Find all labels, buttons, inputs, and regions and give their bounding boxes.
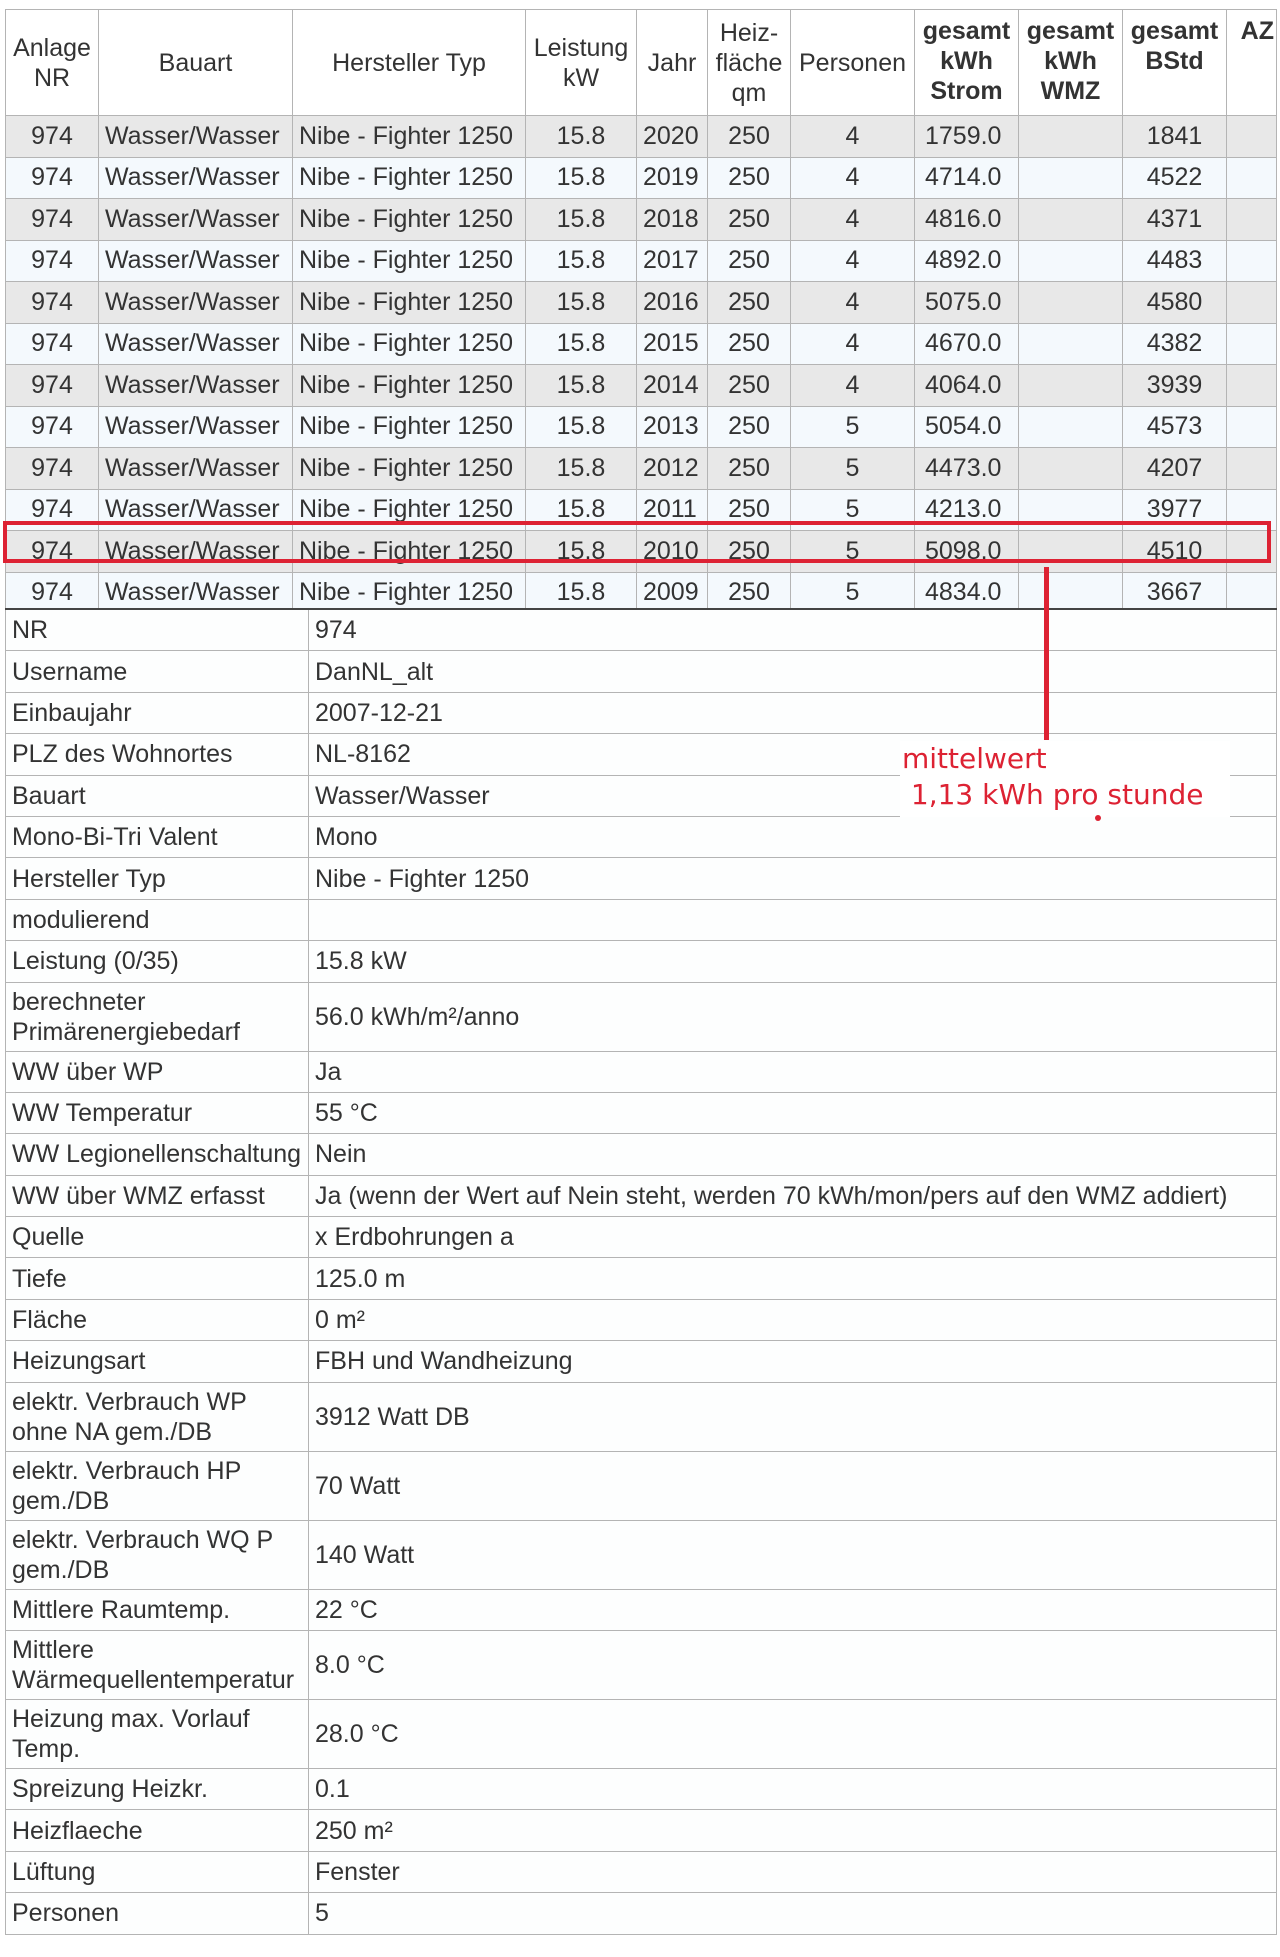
cell-bstd: 4522 bbox=[1123, 157, 1227, 199]
cell-flaeche: 250 bbox=[708, 531, 791, 573]
cell-bstd: 3977 bbox=[1123, 489, 1227, 531]
detail-label: Leistung (0/35) bbox=[6, 941, 309, 982]
cell-personen: 5 bbox=[791, 489, 915, 531]
cell-bstd: 4573 bbox=[1123, 406, 1227, 448]
detail-row bbox=[6, 1341, 1277, 1382]
cell-personen: 4 bbox=[791, 157, 915, 199]
detail-label: Einbaujahr bbox=[6, 692, 309, 733]
detail-value: Nein bbox=[309, 1134, 1277, 1175]
cell-nr: 974 bbox=[6, 448, 99, 490]
cell-wmz bbox=[1019, 406, 1123, 448]
cell-bauart: Wasser/Wasser bbox=[99, 572, 293, 614]
cell-jahr: 2020 bbox=[637, 116, 708, 158]
detail-value: Ja bbox=[309, 1051, 1277, 1092]
detail-label: elektr. Verbrauch HP gem./DB bbox=[6, 1451, 309, 1520]
cell-wmz bbox=[1019, 448, 1123, 490]
detail-label: Mono-Bi-Tri Valent bbox=[6, 816, 309, 857]
cell-typ: Nibe - Fighter 1250 bbox=[293, 157, 526, 199]
cell-nr: 974 bbox=[6, 282, 99, 324]
detail-value: 2007-12-21 bbox=[309, 692, 1277, 733]
cell-personen: 4 bbox=[791, 365, 915, 407]
detail-label: Quelle bbox=[6, 1217, 309, 1258]
cell-az bbox=[1227, 116, 1277, 158]
detail-value: 0 m² bbox=[309, 1299, 1277, 1340]
cell-flaeche: 250 bbox=[708, 282, 791, 324]
detail-value: 70 Watt bbox=[309, 1451, 1277, 1520]
column-header[interactable]: gesamt kWh WMZ bbox=[1019, 10, 1123, 116]
cell-jahr: 2018 bbox=[637, 199, 708, 241]
cell-personen: 4 bbox=[791, 199, 915, 241]
detail-value: 8.0 °C bbox=[309, 1631, 1277, 1700]
cell-jahr: 2012 bbox=[637, 448, 708, 490]
cell-az bbox=[1227, 365, 1277, 407]
detail-row bbox=[6, 899, 1277, 940]
cell-flaeche: 250 bbox=[708, 199, 791, 241]
cell-leistung: 15.8 bbox=[526, 406, 637, 448]
cell-strom: 4064.0 bbox=[915, 365, 1019, 407]
cell-bstd: 3667 bbox=[1123, 572, 1227, 614]
detail-value: Ja (wenn der Wert auf Nein steht, werden 70 kWh/mon/pers auf den WMZ addiert) bbox=[309, 1175, 1277, 1216]
cell-leistung: 15.8 bbox=[526, 531, 637, 573]
detail-row bbox=[6, 941, 1277, 982]
table-row bbox=[6, 157, 1277, 199]
detail-value: 22 °C bbox=[309, 1589, 1277, 1630]
cell-strom: 5075.0 bbox=[915, 282, 1019, 324]
cell-typ: Nibe - Fighter 1250 bbox=[293, 282, 526, 324]
cell-leistung: 15.8 bbox=[526, 240, 637, 282]
detail-label: Username bbox=[6, 651, 309, 692]
detail-value: 5 bbox=[309, 1893, 1277, 1934]
cell-bstd: 3939 bbox=[1123, 365, 1227, 407]
table-header-row bbox=[6, 10, 1277, 116]
detail-value: x Erdbohrungen a bbox=[309, 1217, 1277, 1258]
detail-row bbox=[6, 609, 1277, 651]
detail-row bbox=[6, 816, 1277, 857]
cell-wmz bbox=[1019, 282, 1123, 324]
detail-label: Personen bbox=[6, 1893, 309, 1934]
cell-leistung: 15.8 bbox=[526, 116, 637, 158]
cell-strom: 4834.0 bbox=[915, 572, 1019, 614]
cell-bauart: Wasser/Wasser bbox=[99, 365, 293, 407]
table-row bbox=[6, 323, 1277, 365]
column-header[interactable]: Personen bbox=[791, 10, 915, 116]
detail-row bbox=[6, 1051, 1277, 1092]
cell-leistung: 15.8 bbox=[526, 199, 637, 241]
cell-wmz bbox=[1019, 116, 1123, 158]
detail-row bbox=[6, 651, 1277, 692]
cell-nr: 974 bbox=[6, 199, 99, 241]
cell-wmz bbox=[1019, 157, 1123, 199]
detail-value: DanNL_alt bbox=[309, 651, 1277, 692]
cell-jahr: 2014 bbox=[637, 365, 708, 407]
cell-nr: 974 bbox=[6, 323, 99, 365]
cell-bstd: 4483 bbox=[1123, 240, 1227, 282]
detail-value: 250 m² bbox=[309, 1810, 1277, 1851]
detail-row bbox=[6, 1175, 1277, 1216]
cell-az bbox=[1227, 157, 1277, 199]
cell-flaeche: 250 bbox=[708, 323, 791, 365]
table-row bbox=[6, 116, 1277, 158]
detail-label: Spreizung Heizkr. bbox=[6, 1769, 309, 1810]
detail-label: modulierend bbox=[6, 899, 309, 940]
cell-bauart: Wasser/Wasser bbox=[99, 199, 293, 241]
cell-leistung: 15.8 bbox=[526, 365, 637, 407]
cell-strom: 4213.0 bbox=[915, 489, 1019, 531]
cell-typ: Nibe - Fighter 1250 bbox=[293, 448, 526, 490]
detail-row bbox=[6, 1769, 1277, 1810]
cell-nr: 974 bbox=[6, 489, 99, 531]
column-header[interactable]: Hersteller Typ bbox=[293, 10, 526, 116]
cell-bauart: Wasser/Wasser bbox=[99, 489, 293, 531]
cell-jahr: 2013 bbox=[637, 406, 708, 448]
cell-flaeche: 250 bbox=[708, 406, 791, 448]
detail-value: 140 Watt bbox=[309, 1520, 1277, 1589]
cell-personen: 4 bbox=[791, 116, 915, 158]
detail-value: Mono bbox=[309, 816, 1277, 857]
cell-nr: 974 bbox=[6, 157, 99, 199]
detail-label: berechneter Primärenergiebedarf bbox=[6, 982, 309, 1051]
cell-leistung: 15.8 bbox=[526, 448, 637, 490]
detail-row bbox=[6, 1589, 1277, 1630]
cell-typ: Nibe - Fighter 1250 bbox=[293, 240, 526, 282]
cell-nr: 974 bbox=[6, 572, 99, 614]
column-header[interactable]: Bauart bbox=[99, 10, 293, 116]
cell-bauart: Wasser/Wasser bbox=[99, 116, 293, 158]
cell-typ: Nibe - Fighter 1250 bbox=[293, 323, 526, 365]
detail-row bbox=[6, 982, 1277, 1051]
cell-az bbox=[1227, 282, 1277, 324]
detail-label: Bauart bbox=[6, 775, 309, 816]
detail-row bbox=[6, 1217, 1277, 1258]
cell-leistung: 15.8 bbox=[526, 572, 637, 614]
cell-jahr: 2019 bbox=[637, 157, 708, 199]
detail-value: NL-8162 bbox=[309, 734, 1277, 775]
callout-dot bbox=[1095, 815, 1101, 821]
cell-typ: Nibe - Fighter 1250 bbox=[293, 199, 526, 241]
detail-row bbox=[6, 1092, 1277, 1133]
detail-value: 28.0 °C bbox=[309, 1700, 1277, 1769]
cell-nr: 974 bbox=[6, 406, 99, 448]
cell-bauart: Wasser/Wasser bbox=[99, 323, 293, 365]
detail-label: elektr. Verbrauch WP ohne NA gem./DB bbox=[6, 1382, 309, 1451]
detail-row bbox=[6, 1258, 1277, 1299]
cell-bauart: Wasser/Wasser bbox=[99, 448, 293, 490]
cell-az bbox=[1227, 199, 1277, 241]
cell-az bbox=[1227, 406, 1277, 448]
cell-personen: 5 bbox=[791, 406, 915, 448]
detail-value bbox=[309, 899, 1277, 940]
detail-value: Fenster bbox=[309, 1851, 1277, 1892]
column-header[interactable]: gesamt BStd bbox=[1123, 10, 1227, 116]
detail-label: NR bbox=[6, 609, 309, 651]
cell-strom: 1759.0 bbox=[915, 116, 1019, 158]
detail-label: Fläche bbox=[6, 1299, 309, 1340]
detail-row bbox=[6, 1520, 1277, 1589]
detail-value: 55 °C bbox=[309, 1092, 1277, 1133]
detail-value: 0.1 bbox=[309, 1769, 1277, 1810]
detail-label: elektr. Verbrauch WQ P gem./DB bbox=[6, 1520, 309, 1589]
detail-label: Heizung max. Vorlauf Temp. bbox=[6, 1700, 309, 1769]
cell-typ: Nibe - Fighter 1250 bbox=[293, 572, 526, 614]
detail-label: Tiefe bbox=[6, 1258, 309, 1299]
cell-jahr: 2011 bbox=[637, 489, 708, 531]
cell-bstd: 4382 bbox=[1123, 323, 1227, 365]
column-header[interactable]: Jahr bbox=[637, 10, 708, 116]
cell-bauart: Wasser/Wasser bbox=[99, 157, 293, 199]
detail-row bbox=[6, 858, 1277, 899]
detail-label: Mittlere Raumtemp. bbox=[6, 1589, 309, 1630]
detail-label: Lüftung bbox=[6, 1851, 309, 1892]
table-row bbox=[6, 240, 1277, 282]
table-row bbox=[6, 365, 1277, 407]
table-row bbox=[6, 199, 1277, 241]
cell-personen: 5 bbox=[791, 448, 915, 490]
detail-value: 974 bbox=[309, 609, 1277, 651]
cell-bauart: Wasser/Wasser bbox=[99, 282, 293, 324]
cell-strom: 4816.0 bbox=[915, 199, 1019, 241]
cell-typ: Nibe - Fighter 1250 bbox=[293, 406, 526, 448]
cell-flaeche: 250 bbox=[708, 448, 791, 490]
cell-personen: 5 bbox=[791, 572, 915, 614]
cell-jahr: 2015 bbox=[637, 323, 708, 365]
detail-label: PLZ des Wohnortes bbox=[6, 734, 309, 775]
cell-leistung: 15.8 bbox=[526, 489, 637, 531]
cell-jahr: 2009 bbox=[637, 572, 708, 614]
cell-typ: Nibe - Fighter 1250 bbox=[293, 365, 526, 407]
cell-az bbox=[1227, 323, 1277, 365]
cell-jahr: 2016 bbox=[637, 282, 708, 324]
cell-flaeche: 250 bbox=[708, 116, 791, 158]
detail-row bbox=[6, 1299, 1277, 1340]
detail-label: Heizungsart bbox=[6, 1341, 309, 1382]
cell-typ: Nibe - Fighter 1250 bbox=[293, 531, 526, 573]
cell-wmz bbox=[1019, 365, 1123, 407]
cell-nr: 974 bbox=[6, 116, 99, 158]
cell-strom: 4670.0 bbox=[915, 323, 1019, 365]
cell-wmz bbox=[1019, 199, 1123, 241]
cell-nr: 974 bbox=[6, 240, 99, 282]
column-header[interactable]: AZ bbox=[1227, 10, 1277, 116]
detail-value: 56.0 kWh/m²/anno bbox=[309, 982, 1277, 1051]
table-row bbox=[6, 282, 1277, 324]
detail-label: WW über WP bbox=[6, 1051, 309, 1092]
cell-bstd: 4207 bbox=[1123, 448, 1227, 490]
detail-row bbox=[6, 1810, 1277, 1851]
cell-personen: 5 bbox=[791, 531, 915, 573]
cell-jahr: 2017 bbox=[637, 240, 708, 282]
cell-bstd: 4580 bbox=[1123, 282, 1227, 324]
callout-line bbox=[1044, 567, 1049, 740]
column-header[interactable]: Leistung kW bbox=[526, 10, 637, 116]
detail-row bbox=[6, 692, 1277, 733]
cell-typ: Nibe - Fighter 1250 bbox=[293, 116, 526, 158]
detail-value: FBH und Wandheizung bbox=[309, 1341, 1277, 1382]
detail-label: WW Temperatur bbox=[6, 1092, 309, 1133]
detail-row bbox=[6, 1893, 1277, 1934]
cell-az bbox=[1227, 240, 1277, 282]
cell-bauart: Wasser/Wasser bbox=[99, 406, 293, 448]
detail-row bbox=[6, 1134, 1277, 1175]
cell-strom: 5098.0 bbox=[915, 531, 1019, 573]
highlight-box-2010-row bbox=[3, 521, 1271, 563]
cell-leistung: 15.8 bbox=[526, 282, 637, 324]
cell-typ: Nibe - Fighter 1250 bbox=[293, 489, 526, 531]
cell-strom: 4473.0 bbox=[915, 448, 1019, 490]
detail-label: Hersteller Typ bbox=[6, 858, 309, 899]
callout-label: mittelwert 1,13 kWh pro stunde bbox=[900, 741, 1230, 817]
cell-personen: 4 bbox=[791, 282, 915, 324]
detail-label: Mittlere Wärmequellentemperatur bbox=[6, 1631, 309, 1700]
cell-flaeche: 250 bbox=[708, 157, 791, 199]
cell-leistung: 15.8 bbox=[526, 157, 637, 199]
detail-value: Nibe - Fighter 1250 bbox=[309, 858, 1277, 899]
detail-row bbox=[6, 1451, 1277, 1520]
cell-strom: 4714.0 bbox=[915, 157, 1019, 199]
detail-value: Wasser/Wasser bbox=[309, 775, 1277, 816]
column-header[interactable]: gesamt kWh Strom bbox=[915, 10, 1019, 116]
cell-nr: 974 bbox=[6, 365, 99, 407]
cell-flaeche: 250 bbox=[708, 572, 791, 614]
detail-value: 3912 Watt DB bbox=[309, 1382, 1277, 1451]
detail-row bbox=[6, 1700, 1277, 1769]
detail-label: WW Legionellenschaltung bbox=[6, 1134, 309, 1175]
table-row bbox=[6, 448, 1277, 490]
cell-wmz bbox=[1019, 323, 1123, 365]
cell-az bbox=[1227, 448, 1277, 490]
detail-value: 15.8 kW bbox=[309, 941, 1277, 982]
cell-strom: 4892.0 bbox=[915, 240, 1019, 282]
cell-strom: 5054.0 bbox=[915, 406, 1019, 448]
column-header[interactable]: Anlage NR bbox=[6, 10, 99, 116]
cell-jahr: 2010 bbox=[637, 531, 708, 573]
cell-wmz bbox=[1019, 240, 1123, 282]
cell-bstd: 4510 bbox=[1123, 531, 1227, 573]
detail-row bbox=[6, 1382, 1277, 1451]
detail-row bbox=[6, 1851, 1277, 1892]
cell-flaeche: 250 bbox=[708, 240, 791, 282]
detail-row bbox=[6, 1631, 1277, 1700]
cell-flaeche: 250 bbox=[708, 489, 791, 531]
table-row bbox=[6, 406, 1277, 448]
cell-bauart: Wasser/Wasser bbox=[99, 240, 293, 282]
detail-label: Heizflaeche bbox=[6, 1810, 309, 1851]
cell-bstd: 4371 bbox=[1123, 199, 1227, 241]
cell-nr: 974 bbox=[6, 531, 99, 573]
cell-leistung: 15.8 bbox=[526, 323, 637, 365]
cell-flaeche: 250 bbox=[708, 365, 791, 407]
detail-label: WW über WMZ erfasst bbox=[6, 1175, 309, 1216]
cell-bauart: Wasser/Wasser bbox=[99, 531, 293, 573]
cell-personen: 4 bbox=[791, 323, 915, 365]
cell-personen: 4 bbox=[791, 240, 915, 282]
column-header[interactable]: Heiz-fläche qm bbox=[708, 10, 791, 116]
cell-bstd: 1841 bbox=[1123, 116, 1227, 158]
detail-value: 125.0 m bbox=[309, 1258, 1277, 1299]
